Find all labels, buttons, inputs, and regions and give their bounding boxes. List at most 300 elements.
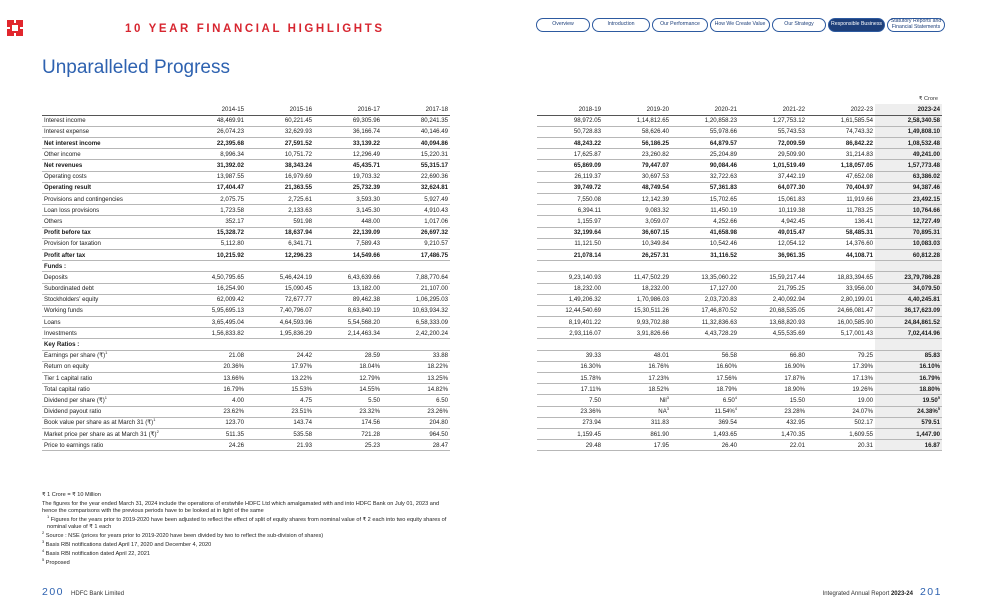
table-cell: 3,593.30 (314, 194, 382, 205)
year-header: 2022-23 (807, 104, 875, 115)
table-cell: 1,447.90 (875, 428, 942, 439)
table-cell: 964.50 (382, 428, 450, 439)
row-label: Tier 1 capital ratio (42, 373, 178, 384)
table-cell: 79.25 (807, 350, 875, 361)
section-nav (536, 18, 945, 32)
table-cell: 6,58,333.09 (382, 317, 450, 328)
table-cell (807, 261, 875, 272)
footnote-5: $^5$ Proposed (42, 557, 70, 566)
table-row (537, 272, 942, 283)
table-cell: 16.10% (875, 361, 942, 372)
table-row (537, 294, 942, 305)
page-number-left: 200 (42, 586, 65, 598)
year-header: 2014-15 (178, 104, 246, 115)
row-label: Loan loss provisions (42, 205, 178, 216)
nav-tab-how-we-create-value[interactable]: How We Create Value (710, 18, 770, 32)
table-cell: 19,703.32 (314, 171, 382, 182)
table-cell: 7,88,770.64 (382, 272, 450, 283)
table-cell: 1,57,773.48 (875, 160, 942, 171)
row-label: Book value per share as at March 31 (₹)$^1$ (42, 417, 178, 428)
table-cell: 36,166.74 (314, 126, 382, 137)
table-cell: 39,749.72 (537, 182, 603, 193)
table-cell: 1,470.35 (739, 428, 807, 439)
table-cell (739, 261, 807, 272)
table-cell: 29,509.90 (739, 149, 807, 160)
row-label: Funds : (42, 261, 178, 272)
table-cell: 17.11% (537, 384, 603, 395)
table-cell: 4,55,535.69 (739, 328, 807, 339)
table-cell: 72,677.77 (246, 294, 314, 305)
table-cell: 11,121.50 (537, 238, 603, 249)
page-number-right: 201 (919, 586, 942, 598)
table-cell: 36,607.15 (603, 227, 671, 238)
table-cell: 1,27,753.12 (739, 115, 807, 126)
table-cell: 17.13% (807, 373, 875, 384)
table-cell: 12,142.39 (603, 194, 671, 205)
footnote-3: $^3$ Basis RBI notifications dated April 17, 2020 and December 4, 2020 (42, 539, 212, 549)
table-cell: 17,625.87 (537, 149, 603, 160)
table-cell: 591.98 (246, 216, 314, 227)
table-cell: 33,956.00 (807, 283, 875, 294)
table-cell: 86,842.22 (807, 138, 875, 149)
table-cell: 24.07% (807, 406, 875, 417)
table-cell: 85.83 (875, 350, 942, 361)
table-cell: 1,18,057.05 (807, 160, 875, 171)
table-cell: 17,486.75 (382, 249, 450, 260)
table-cell: 16.76% (603, 361, 671, 372)
nav-tab-introduction[interactable]: Introduction (592, 18, 650, 32)
table-cell: 36,961.35 (739, 249, 807, 260)
table-cell: 57,361.83 (671, 182, 739, 193)
table-cell (671, 339, 739, 350)
table-cell: 31,214.83 (807, 149, 875, 160)
table-row (537, 328, 942, 339)
table-cell: 19.00 (807, 395, 875, 406)
table-cell: 1,49,206.32 (537, 294, 603, 305)
table-cell: 136.41 (807, 216, 875, 227)
table-cell: 6.50 (382, 395, 450, 406)
table-cell: 16,979.69 (246, 171, 314, 182)
table-cell: 79,447.07 (603, 160, 671, 171)
table-row (42, 350, 450, 361)
table-cell: 7,02,414.96 (875, 328, 942, 339)
table-cell (178, 261, 246, 272)
footnote-main: The figures for the year ended March 31, 2024 include the operations of erstwhile HDFC Ltd which amalgamated with and into HDFC Bank on July 01, 2023 and hence the comparisons with the previous periods have to be looked at in light of the same (42, 500, 440, 515)
table-cell: 17,404.47 (178, 182, 246, 193)
table-cell (603, 339, 671, 350)
year-header: 2020-21 (671, 104, 739, 115)
table-cell: 579.51 (875, 417, 942, 428)
table-cell: 9,93,702.88 (603, 317, 671, 328)
hdfc-logo (7, 20, 23, 36)
table-cell: 9,23,140.93 (537, 272, 603, 283)
table-cell: Nil$^3$ (603, 395, 671, 406)
table-cell: 2,075.75 (178, 194, 246, 205)
table-cell: 48,243.22 (537, 138, 603, 149)
table-cell: 64,879.57 (671, 138, 739, 149)
table-cell: 17.87% (739, 373, 807, 384)
table-cell: 32,629.93 (246, 126, 314, 137)
table-cell: 5,927.49 (382, 194, 450, 205)
table-row (42, 227, 450, 238)
table-cell: 1,14,812.65 (603, 115, 671, 126)
table-cell: 33.88 (382, 350, 450, 361)
table-cell: 19.26% (807, 384, 875, 395)
table-row (42, 283, 450, 294)
table-cell: 7,550.08 (537, 194, 603, 205)
table-cell: 72,009.59 (739, 138, 807, 149)
row-label: Operating costs (42, 171, 178, 182)
table-cell: 5,95,695.13 (178, 305, 246, 316)
table-cell: 26,697.32 (382, 227, 450, 238)
table-cell: 80,241.35 (382, 115, 450, 126)
table-row (42, 417, 450, 428)
row-label: Interest expense (42, 126, 178, 137)
table-cell (671, 261, 739, 272)
year-header: 2015-16 (246, 104, 314, 115)
table-row (42, 216, 450, 227)
table-cell: 24.26 (178, 440, 246, 451)
table-cell: 58,626.40 (603, 126, 671, 137)
table-cell: 123.70 (178, 417, 246, 428)
label-header (42, 104, 178, 115)
table-cell: 1,95,836.29 (246, 328, 314, 339)
table-cell: 15,702.65 (671, 194, 739, 205)
table-cell: 25.23 (314, 440, 382, 451)
nav-tab-our-performance[interactable]: Our Performance (652, 18, 708, 32)
table-cell: 23,260.82 (603, 149, 671, 160)
table-cell: 65,869.09 (537, 160, 603, 171)
table-cell: 11.54%$^4$ (671, 406, 739, 417)
table-row (537, 305, 942, 316)
row-label: Dividend payout ratio (42, 406, 178, 417)
table-cell: 55,315.17 (382, 160, 450, 171)
table-cell: 10,215.92 (178, 249, 246, 260)
table-cell: 22,690.36 (382, 171, 450, 182)
table-cell: 29.48 (537, 440, 603, 451)
table-cell (382, 339, 450, 350)
table-cell: 31,392.02 (178, 160, 246, 171)
table-cell: 7,589.43 (314, 238, 382, 249)
table-cell: 48,749.54 (603, 182, 671, 193)
table-row (42, 317, 450, 328)
table-cell: 45,435.71 (314, 160, 382, 171)
table-cell: 15,30,511.26 (603, 305, 671, 316)
year-header: 2016-17 (314, 104, 382, 115)
table-cell: 40,094.86 (382, 138, 450, 149)
table-cell: 1,723.58 (178, 205, 246, 216)
table-row (42, 205, 450, 216)
table-cell: 31,116.52 (671, 249, 739, 260)
table-cell: 13,182.00 (314, 283, 382, 294)
table-cell: 20,68,535.05 (739, 305, 807, 316)
table-cell: 12,054.12 (739, 238, 807, 249)
table-cell: 18,232.00 (603, 283, 671, 294)
table-cell: 22.01 (739, 440, 807, 451)
table-row (42, 249, 450, 260)
table-cell: 12,296.23 (246, 249, 314, 260)
table-row (537, 160, 942, 171)
table-cell: 2,42,200.24 (382, 328, 450, 339)
table-cell: 55,743.53 (739, 126, 807, 137)
table-cell: 94,387.46 (875, 182, 942, 193)
row-label: Key Ratios : (42, 339, 178, 350)
table-cell: 16.90% (739, 361, 807, 372)
table-row (42, 272, 450, 283)
table-cell: 18.22% (382, 361, 450, 372)
table-cell: 204.80 (382, 417, 450, 428)
table-cell: 16.30% (537, 361, 603, 372)
table-cell: 4,252.66 (671, 216, 739, 227)
table-row (537, 115, 942, 126)
table-cell: 30,697.53 (603, 171, 671, 182)
table-cell: 49,015.47 (739, 227, 807, 238)
row-label: Loans (42, 317, 178, 328)
table-cell: 1,56,833.82 (178, 328, 246, 339)
table-cell: 17,127.00 (671, 283, 739, 294)
table-cell: 24,66,081.47 (807, 305, 875, 316)
table-cell: 14,376.60 (807, 238, 875, 249)
table-cell: 7,40,796.07 (246, 305, 314, 316)
table-cell: 89,462.38 (314, 294, 382, 305)
table-cell: 18.52% (603, 384, 671, 395)
table-cell: 9,083.32 (603, 205, 671, 216)
table-cell: 143.74 (246, 417, 314, 428)
table-row (42, 126, 450, 137)
table-cell: 21.08 (178, 350, 246, 361)
table-cell: 18.79% (671, 384, 739, 395)
table-cell: 15,59,217.44 (739, 272, 807, 283)
table-cell: 4.75 (246, 395, 314, 406)
table-row (537, 417, 942, 428)
table-cell: 17,46,870.52 (671, 305, 739, 316)
table-row (42, 294, 450, 305)
table-cell: 502.17 (807, 417, 875, 428)
row-label: Interest income (42, 115, 178, 126)
financial-table-right (537, 104, 942, 451)
table-cell: 12,296.49 (314, 149, 382, 160)
table-cell: 22,395.68 (178, 138, 246, 149)
table-row (42, 384, 450, 395)
row-label: Subordinated debt (42, 283, 178, 294)
table-cell: 13,987.55 (178, 171, 246, 182)
row-label: Earnings per share (₹)$^1$ (42, 350, 178, 361)
nav-tab-our-strategy[interactable]: Our Strategy (772, 18, 826, 32)
table-cell: 4,43,728.29 (671, 328, 739, 339)
table-cell: 21.93 (246, 440, 314, 451)
table-cell: 2,40,092.94 (739, 294, 807, 305)
table-cell: 33,139.22 (314, 138, 382, 149)
table-row (42, 115, 450, 126)
footer-report: Integrated Annual Report 2023-24 (822, 591, 913, 597)
table-cell: 8,19,401.22 (537, 317, 603, 328)
table-cell: 448.00 (314, 216, 382, 227)
table-cell: 6,43,639.66 (314, 272, 382, 283)
nav-tab-overview[interactable]: Overview (536, 18, 590, 32)
footer-company: HDFC Bank Limited (71, 591, 125, 597)
table-cell: 3,91,826.66 (603, 328, 671, 339)
table-cell: 1,20,858.23 (671, 115, 739, 126)
year-header: 2023-24 (875, 104, 942, 115)
row-label: Net interest income (42, 138, 178, 149)
table-cell: 273.94 (537, 417, 603, 428)
table-cell: 432.95 (739, 417, 807, 428)
table-cell: 23.26% (382, 406, 450, 417)
table-cell: 26,074.23 (178, 126, 246, 137)
table-cell: 18.90% (739, 384, 807, 395)
table-cell: 2,725.61 (246, 194, 314, 205)
year-header: 2017-18 (382, 104, 450, 115)
table-cell (875, 261, 942, 272)
table-row (537, 138, 942, 149)
table-cell: 10,542.46 (671, 238, 739, 249)
table-cell: 38,343.24 (246, 160, 314, 171)
table-cell: 55,978.66 (671, 126, 739, 137)
table-cell: 1,49,808.10 (875, 126, 942, 137)
table-cell: 5,112.80 (178, 238, 246, 249)
table-cell: 21,363.55 (246, 182, 314, 193)
table-cell: 56.58 (671, 350, 739, 361)
table-cell: 48.01 (603, 350, 671, 361)
table-cell: 3,059.07 (603, 216, 671, 227)
table-cell: 26,119.37 (537, 171, 603, 182)
page-heading: Unparalleled Progress (42, 57, 230, 78)
table-cell: 27,591.52 (246, 138, 314, 149)
table-cell: 15,061.83 (739, 194, 807, 205)
table-cell: 24,84,861.52 (875, 317, 942, 328)
table-cell: 25,732.39 (314, 182, 382, 193)
table-cell: 90,084.46 (671, 160, 739, 171)
row-label: Working funds (42, 305, 178, 316)
table-cell: 2,14,463.34 (314, 328, 382, 339)
table-cell: 1,01,519.49 (739, 160, 807, 171)
table-cell: 16,254.90 (178, 283, 246, 294)
table-row (42, 440, 450, 451)
row-label: Total capital ratio (42, 384, 178, 395)
table-cell: 25,204.89 (671, 149, 739, 160)
table-cell: 24.38%$^5$ (875, 406, 942, 417)
table-cell: 28.47 (382, 440, 450, 451)
table-cell: 15.78% (537, 373, 603, 384)
year-header: 2018-19 (537, 104, 603, 115)
table-cell: 62,009.42 (178, 294, 246, 305)
nav-tab-responsible-business[interactable]: Responsible Business (828, 18, 885, 32)
table-cell: 1,61,585.54 (807, 115, 875, 126)
footnotes (42, 492, 452, 569)
table-cell: 2,03,720.83 (671, 294, 739, 305)
table-cell: 28.59 (314, 350, 382, 361)
table-cell (246, 261, 314, 272)
table-cell: 861.90 (603, 428, 671, 439)
row-label: Provisions and contingencies (42, 194, 178, 205)
table-cell: 16.79% (178, 384, 246, 395)
table-cell: 4,910.43 (382, 205, 450, 216)
table-cell (537, 339, 603, 350)
row-label: Operating result (42, 182, 178, 193)
table-cell: 352.17 (178, 216, 246, 227)
table-cell: 60,812.28 (875, 249, 942, 260)
table-cell: 32,199.64 (537, 227, 603, 238)
row-label: Profit after tax (42, 249, 178, 260)
table-cell: 26,257.31 (603, 249, 671, 260)
table-cell: 13.22% (246, 373, 314, 384)
table-cell: 1,08,532.48 (875, 138, 942, 149)
row-label: Profit before tax (42, 227, 178, 238)
table-cell: 11,47,502.29 (603, 272, 671, 283)
footnote-crore: ₹ 1 Crore = ₹ 10 Million (42, 492, 101, 498)
table-cell: 13.66% (178, 373, 246, 384)
table-cell: 1,609.55 (807, 428, 875, 439)
row-label: Return on equity (42, 361, 178, 372)
table-cell: 15,328.72 (178, 227, 246, 238)
table-row (42, 373, 450, 384)
table-cell: 20.31 (807, 440, 875, 451)
table-cell: 535.58 (246, 428, 314, 439)
table-cell: 18,232.00 (537, 283, 603, 294)
table-cell: 16.60% (671, 361, 739, 372)
table-cell: 23,492.15 (875, 194, 942, 205)
table-cell: 3,65,495.04 (178, 317, 246, 328)
table-cell: 511.35 (178, 428, 246, 439)
table-cell: 49,241.00 (875, 149, 942, 160)
table-cell: 32,624.81 (382, 182, 450, 193)
table-cell: 39.33 (537, 350, 603, 361)
table-cell: 18,83,394.65 (807, 272, 875, 283)
table-cell: 17.39% (807, 361, 875, 372)
nav-tab-statutory-reports[interactable]: Statutory Reports and Financial Statements (887, 18, 945, 32)
table-cell (382, 261, 450, 272)
table-cell (537, 261, 603, 272)
table-cell: 18.04% (314, 361, 382, 372)
table-cell: 1,159.45 (537, 428, 603, 439)
table-cell: 15.53% (246, 384, 314, 395)
table-cell: 20.36% (178, 361, 246, 372)
table-cell: 50,728.83 (537, 126, 603, 137)
table-cell: 12.79% (314, 373, 382, 384)
table-cell: 21,107.00 (382, 283, 450, 294)
table-row (537, 171, 942, 182)
table-cell (603, 261, 671, 272)
table-row (537, 395, 942, 406)
table-cell: 23.51% (246, 406, 314, 417)
table-cell (807, 339, 875, 350)
table-cell: 9,210.57 (382, 238, 450, 249)
table-row (42, 171, 450, 182)
table-cell: 98,972.05 (537, 115, 603, 126)
table-cell: 10,751.72 (246, 149, 314, 160)
table-row (537, 227, 942, 238)
table-cell: 14.55% (314, 384, 382, 395)
table-cell: 369.54 (671, 417, 739, 428)
table-cell: 48,469.91 (178, 115, 246, 126)
table-row (42, 238, 450, 249)
table-row (537, 261, 942, 272)
table-cell: 23.62% (178, 406, 246, 417)
table-cell: 66.80 (739, 350, 807, 361)
table-cell: 24.42 (246, 350, 314, 361)
table-row (537, 428, 942, 439)
table-row (537, 238, 942, 249)
table-row (537, 384, 942, 395)
table-cell: 2,133.63 (246, 205, 314, 216)
table-cell: 1,493.65 (671, 428, 739, 439)
table-cell: 47,652.08 (807, 171, 875, 182)
table-cell: 17.95 (603, 440, 671, 451)
table-cell: 8,63,840.19 (314, 305, 382, 316)
table-cell: 5.50 (314, 395, 382, 406)
table-cell: 15,090.45 (246, 283, 314, 294)
table-row (42, 339, 450, 350)
